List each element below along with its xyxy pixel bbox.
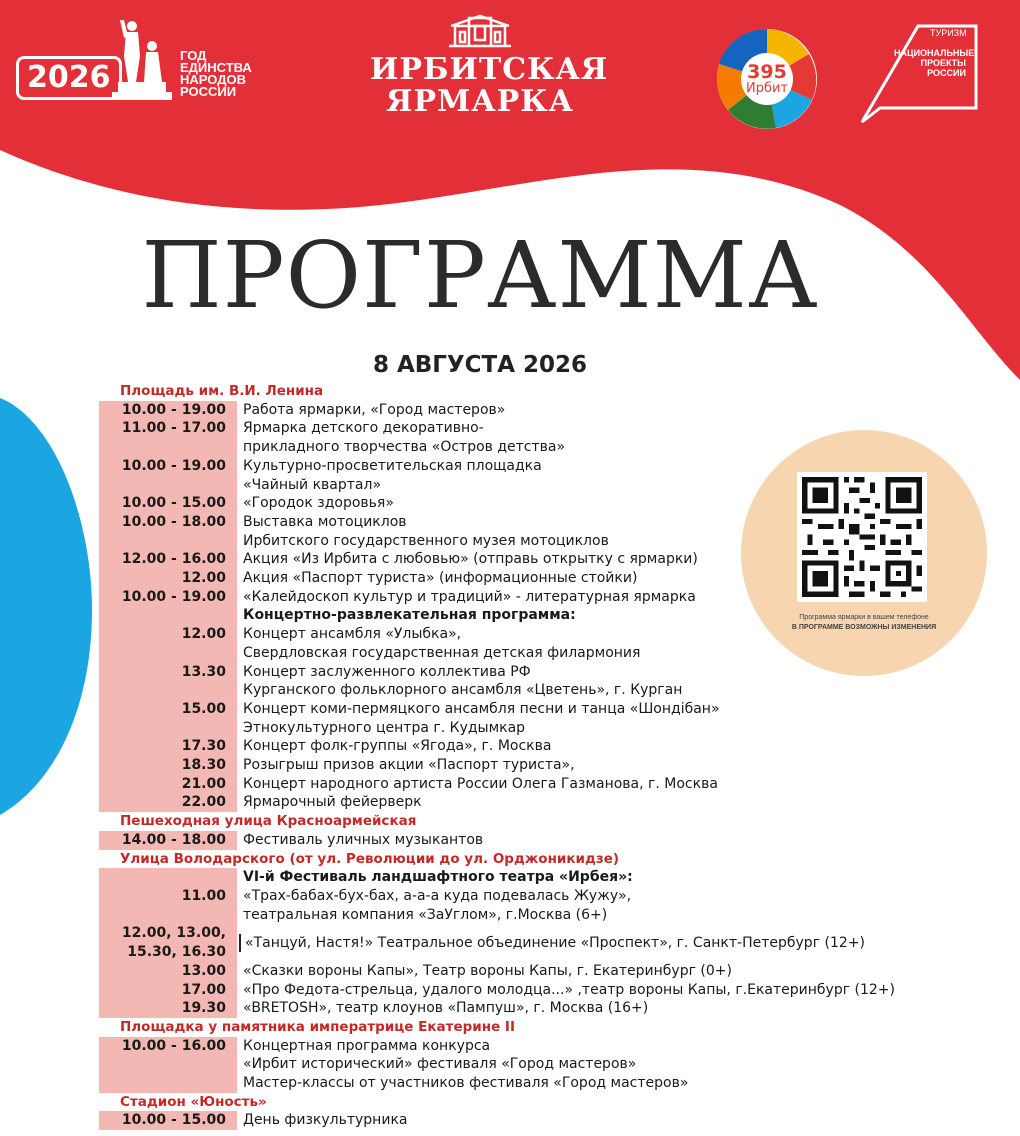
event-time: 10.00 - 15.00 (99, 1111, 237, 1130)
schedule-row (99, 999, 959, 1018)
event-time: 10.00 - 19.00 (99, 457, 237, 476)
event-desc: Концерт ансамбля «Улыбка», (243, 626, 462, 643)
schedule-row (99, 1037, 959, 1056)
event-desc: Розыгрыш призов акции «Паспорт туриста», (243, 757, 575, 774)
event-desc: Акция «Из Ирбита с любовью» (отправь открытку с ярмарки) (243, 551, 698, 568)
badge-city: Ирбит (745, 81, 788, 96)
event-desc: Этнокультурного центра г. Кудымкар (243, 719, 526, 736)
qr-notice: В ПРОГРАММЕ ВОЗМОЖНЫ ИЗМЕНЕНИЯ (791, 624, 937, 631)
event-desc: «BRETOSH», театр клоунов «Пампуш», г. Москва (16+) (243, 1000, 649, 1017)
event-desc: Культурно-просветительская площадка (243, 457, 542, 474)
schedule-row (99, 588, 959, 607)
unity-line: ЕДИНСТВА (180, 60, 252, 75)
event-desc: Курганского фольклорного ансамбля «Цветень», г. Курган (243, 682, 683, 699)
event-time-line: 15.30, 16.30 (127, 944, 226, 961)
unity-line: НАРОДОВ (180, 72, 246, 87)
event-desc: Мастер-классы от участников фестиваля «Город мастеров» (243, 1075, 689, 1092)
badge-number: 395 (747, 61, 787, 83)
event-desc: Концерт заслуженного коллектива РФ (243, 663, 531, 680)
event-time: 13.00 (99, 962, 237, 981)
schedule-row (99, 737, 959, 756)
building-icon (443, 12, 517, 50)
unity-line: ГОД (180, 48, 207, 63)
event-time (99, 606, 237, 625)
event-desc: «Про Федота-стрельца, удалого молодца...» ,театр вороны Капы, г.Екатеринбург (12+) (243, 981, 895, 998)
schedule-row (99, 1074, 959, 1093)
event-desc: «Ирбит исторический» фестиваля «Город мастеров» (243, 1056, 637, 1073)
schedule-row (99, 700, 959, 719)
event-time: 10.00 - 19.00 (99, 401, 237, 420)
year-of-unity-logo (14, 16, 264, 106)
event-desc: Концерт фолк-группы «Ягода», г. Москва (243, 738, 552, 755)
schedule-row (99, 476, 959, 495)
event-time: 13.30 (99, 663, 237, 682)
event-time-line: 12.00, 13.00, (121, 925, 226, 942)
monument-icon (106, 16, 178, 102)
location-heading: Площадка у памятника императрице Екатерине II (120, 1018, 515, 1035)
event-desc: Выставка мотоциклов (243, 513, 407, 530)
event-time: 15.00 (99, 700, 237, 719)
event-time: 14.00 - 18.00 (99, 831, 237, 850)
event-desc: Ярмарочный фейерверк (243, 794, 422, 811)
year-label: 2026 (16, 56, 122, 100)
schedule-row (99, 569, 959, 588)
unity-line: РОССИИ (180, 84, 237, 99)
qr-caption: Программа ярмарки в вашем телефоне (799, 614, 929, 621)
event-time: 10.00 - 18.00 (99, 513, 237, 532)
location-heading: Стадион «Юность» (120, 1093, 267, 1110)
schedule-row (99, 924, 959, 961)
schedule-row (99, 513, 959, 532)
event-time (99, 438, 237, 457)
event-time: 17.00 (99, 981, 237, 1000)
event-desc: «Городок здоровья» (243, 495, 394, 512)
brand-name-line1: ИРБИТСКАЯ (370, 52, 609, 87)
event-desc: театральная компания «ЗаУглом», г.Москва (6+) (243, 906, 608, 923)
event-desc: Концертная программа конкурса (243, 1037, 491, 1054)
event-time: 12.00 - 16.00 (99, 550, 237, 569)
event-time: 21.00 (99, 775, 237, 794)
event-desc: прикладного творчества «Остров детства» (243, 439, 566, 456)
page-title: ПРОГРАММА (141, 222, 819, 329)
event-desc: «Танцуй, Настя!» Театральное объединение «Проспект», г. Санкт-Петербург (12+) (239, 934, 865, 953)
schedule-row (99, 457, 959, 476)
event-time (99, 532, 237, 551)
event-time: 11.00 (99, 887, 237, 906)
schedule-row (99, 606, 959, 625)
schedule-row (99, 438, 959, 457)
national-projects-logo (858, 24, 978, 126)
event-time (99, 1074, 237, 1093)
schedule-row (99, 793, 959, 812)
event-desc: «Чайный квартал» (243, 476, 382, 493)
schedule-row (99, 887, 959, 906)
schedule-row (99, 831, 959, 850)
np-line: ПРОЕКТЫ (920, 58, 966, 68)
np-text (894, 48, 975, 78)
event-desc: Ирбитского государственного музея мотоциклов (243, 532, 609, 549)
event-desc: «Сказки вороны Капы», Театр вороны Капы, г. Екатеринбург (0+) (243, 962, 732, 979)
schedule-row (99, 681, 959, 700)
event-desc: День физкультурника (243, 1112, 408, 1129)
schedule-row (99, 868, 959, 887)
event-time: 12.00 (99, 625, 237, 644)
event-desc: Свердловская государственная детская филармония (243, 644, 641, 661)
event-time: 22.00 (99, 793, 237, 812)
schedule-row (99, 719, 959, 738)
event-time (99, 868, 237, 887)
location-heading: Улица Володарского (от ул. Революции до ул. Орджоникидзе) (120, 850, 620, 867)
event-time: 19.30 (99, 999, 237, 1018)
event-desc: Акция «Паспорт туриста» (информационные стойки) (243, 570, 638, 587)
event-time: 12.00 (99, 569, 237, 588)
irbit-fair-logo (370, 12, 609, 119)
blue-side-shape (0, 398, 92, 815)
event-time: 17.30 (99, 737, 237, 756)
event-time (99, 681, 237, 700)
event-desc: Концерт народного артиста России Олега Газманова, г. Москва (243, 775, 718, 792)
schedule-row (99, 981, 959, 1000)
event-time (99, 476, 237, 495)
event-desc: Фестиваль уличных музыкантов (243, 831, 484, 848)
brand-name-line2: ЯРМАРКА (386, 84, 574, 119)
event-time: 18.30 (99, 756, 237, 775)
schedule-row (99, 1055, 959, 1074)
event-desc: Ярмарка детского декоративно- (243, 420, 484, 437)
schedule-row (99, 625, 959, 644)
location-heading: Площадь им. В.И. Ленина (120, 383, 324, 399)
schedule-row (99, 401, 959, 420)
schedule-row (99, 906, 959, 925)
event-desc: Работа ярмарки, «Город мастеров» (243, 401, 506, 418)
event-time (99, 924, 237, 961)
schedule-row (99, 644, 959, 663)
event-time: 10.00 - 19.00 (99, 588, 237, 607)
event-time (99, 1055, 237, 1074)
section-heading: Концертно-развлекательная программа: (243, 607, 576, 624)
schedule-row (99, 775, 959, 794)
schedule-row (99, 532, 959, 551)
event-desc: «Калейдоскоп культур и традиций» - литературная ярмарка (243, 588, 696, 605)
irbit-395-badge (716, 28, 818, 130)
schedule-row (99, 550, 959, 569)
schedule-row (99, 419, 959, 438)
schedule-row (99, 494, 959, 513)
event-time: 10.00 - 15.00 (99, 494, 237, 513)
unity-text (180, 50, 252, 98)
event-time (99, 644, 237, 663)
program-schedule (99, 382, 959, 1130)
event-date: 8 АВГУСТА 2026 (372, 352, 588, 378)
event-desc: Концерт коми-пермяцкого ансамбля песни и танца «Шондiбан» (243, 700, 720, 717)
schedule-row (99, 756, 959, 775)
np-label: ТУРИЗМ (930, 28, 967, 38)
event-time: 10.00 - 16.00 (99, 1037, 237, 1056)
event-desc: «Трах-бабах-бух-бах, а-а-а куда подевалась Жужу», (243, 887, 632, 904)
event-time: 11.00 - 17.00 (99, 419, 237, 438)
np-line: РОССИИ (927, 68, 966, 78)
section-heading: VI-й Фестиваль ландшафтного театра «Ирбея»: (243, 869, 633, 886)
np-line: НАЦИОНАЛЬНЫЕ (894, 48, 975, 58)
event-time (99, 906, 237, 925)
location-heading: Пешеходная улица Красноармейская (120, 813, 417, 830)
event-time (99, 719, 237, 738)
schedule-row (99, 663, 959, 682)
schedule-row (99, 1111, 959, 1130)
schedule-row (99, 962, 959, 981)
